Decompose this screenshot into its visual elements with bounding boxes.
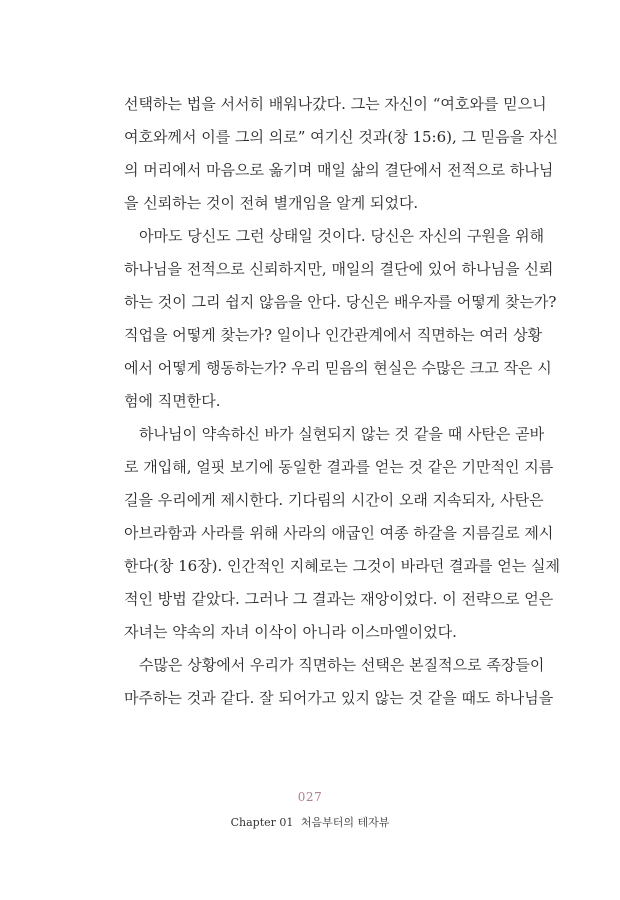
text-line: 아브라함과 사라를 위해 사라의 애굽인 여종 하갈을 지름길로 제시 (124, 524, 554, 542)
text-line: 험에 직면한다. (124, 392, 221, 410)
page-number: 027 (297, 790, 323, 804)
text-line: 마주하는 것과 같다. 잘 되어가고 있지 않는 것 같을 때도 하나님을 (124, 689, 554, 707)
text-line: 수많은 상황에서 우리가 직면하는 선택은 본질적으로 족장들이 (139, 656, 545, 674)
text-line: 아마도 당신도 그런 상태일 것이다. 당신은 자신의 구원을 위해 (139, 227, 545, 245)
text-line: 자녀는 약속의 자녀 이삭이 아니라 이스마엘이었다. (124, 623, 457, 641)
text-line: 선택하는 법을 서서히 배워나갔다. 그는 자신이 “여호와를 믿으니 (124, 95, 547, 113)
text-line: 에서 어떻게 행동하는가? 우리 믿음의 현실은 수많은 크고 작은 시 (124, 359, 552, 377)
paragraph (124, 418, 560, 649)
text-line: 길을 우리에게 제시한다. 기다림의 시간이 오래 지속되자, 사탄은 (124, 491, 544, 509)
chapter-label: Chapter 01 (230, 816, 294, 829)
body-text (124, 88, 560, 715)
running-footer (0, 814, 620, 830)
text-line: 적인 방법 같았다. 그러나 그 결과는 재앙이었다. 이 전략으로 얻은 (124, 590, 554, 608)
text-line: 을 신뢰하는 것이 전혀 별개임을 알게 되었다. (124, 194, 419, 212)
text-line: 로 개입해, 얼핏 보기에 동일한 결과를 얻는 것 같은 기만적인 지름 (124, 458, 554, 476)
text-line: 의 머리에서 마음으로 옮기며 매일 삶의 결단에서 전적으로 하나님 (124, 161, 554, 179)
paragraph (124, 88, 559, 220)
text-line: 직업을 어떻게 찾는가? 일이나 인간관계에서 직면하는 여러 상황 (124, 326, 543, 344)
text-line: 여호와께서 이를 그의 의로” 여기신 것과(창 15:6), 그 믿음을 자신 (124, 128, 559, 146)
text-line: 하나님이 약속하신 바가 실현되지 않는 것 같을 때 사탄은 곧바 (139, 425, 545, 443)
text-line: 하나님을 전적으로 신뢰하지만, 매일의 결단에 있어 하나님을 신뢰 (124, 260, 554, 278)
text-line: 한다(창 16장). 인간적인 지혜로는 그것이 바라던 결과를 얻는 실제 (124, 557, 560, 575)
paragraph (124, 220, 557, 418)
text-line: 하는 것이 그리 쉽지 않음을 안다. 당신은 배우자를 어떻게 찾는가? (124, 293, 557, 311)
paragraph (124, 649, 554, 715)
chapter-title: 처음부터의 테자뷰 (300, 816, 390, 829)
